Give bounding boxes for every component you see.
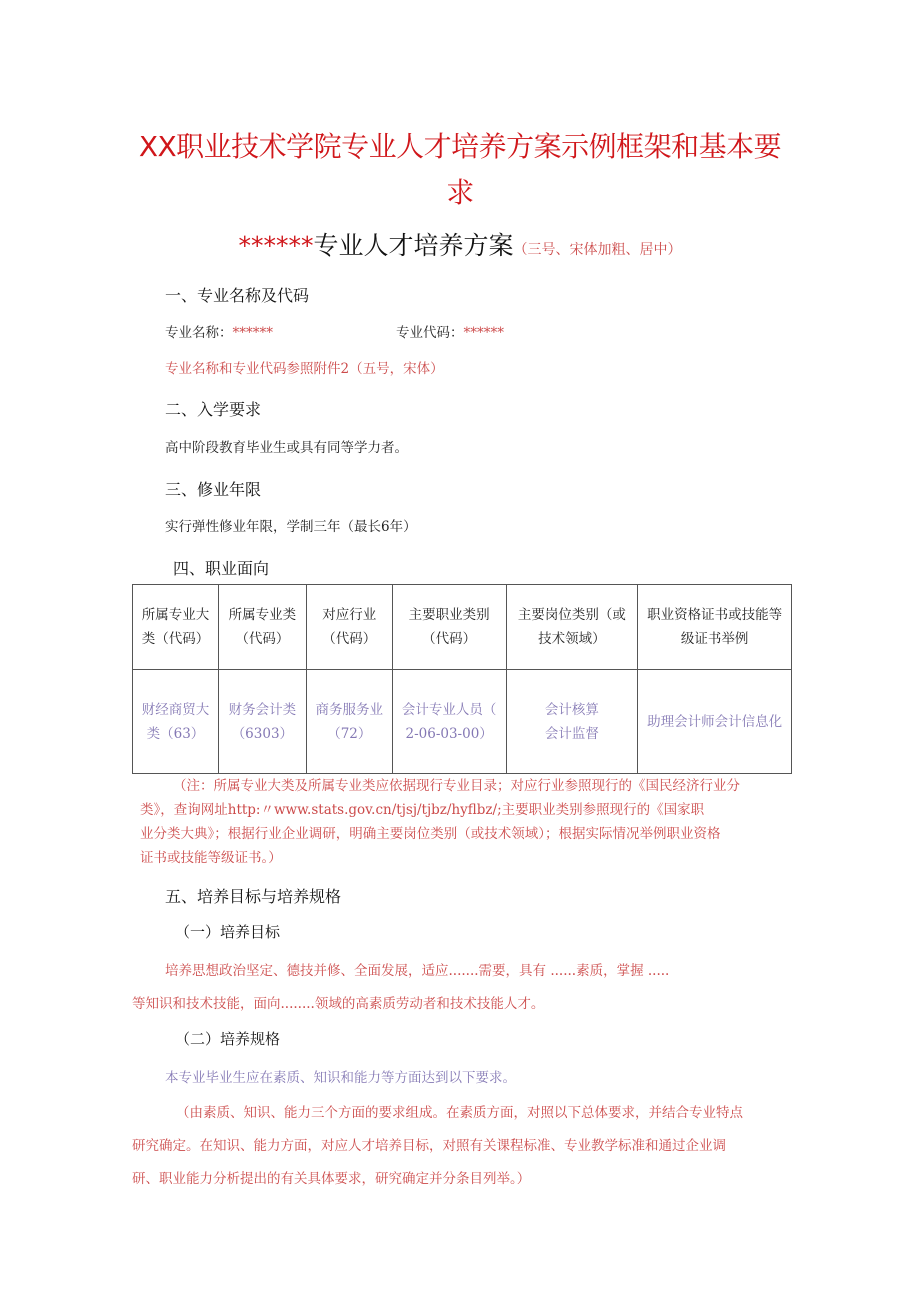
major-code-value: ****** bbox=[463, 325, 504, 341]
major-code-label: 专业代码： bbox=[396, 325, 464, 341]
cell-major-category: 财经商贸大 类（63） bbox=[133, 670, 219, 774]
subtitle-main: 专业人才培养方案 bbox=[313, 231, 514, 260]
major-name-row bbox=[165, 321, 273, 341]
document-title-line-2: 求 bbox=[446, 176, 474, 209]
section-3-heading: 三、修业年限 bbox=[165, 480, 262, 499]
header-cell-position: 主要岗位类别（或 技术领域） bbox=[506, 585, 638, 670]
section-1-heading: 一、专业名称及代码 bbox=[165, 286, 310, 305]
section-5-heading: 五、培养目标与培养规格 bbox=[165, 887, 342, 906]
cell-industry: 商务服务业 （72） bbox=[306, 670, 392, 774]
major-name-label: 专业名称： bbox=[165, 325, 233, 341]
header-cell-occupation: 主要职业类别 （代码） bbox=[392, 585, 506, 670]
training-goal-heading: （一）培养目标 bbox=[175, 923, 281, 941]
major-code-note: 专业名称和专业代码参照附件2（五号，宋体） bbox=[165, 361, 444, 377]
training-spec-note: （由素质、知识、能力三个方面的要求组成。在素质方面，对照以下总体要求，并结合专业特点 研究确定。在知识、能力方面，对应人才培养目标，对照有关课程标准、专业教学标准和通过企业调 研、职业能力分析提出的有关具体要求，研究确定并分条目列举。） bbox=[132, 1105, 743, 1187]
cell-position: 会计核算 会计监督 bbox=[506, 670, 638, 774]
subtitle-stars: ****** bbox=[238, 231, 314, 260]
training-spec-intro: 本专业毕业生应在素质、知识和能力等方面达到以下要求。 bbox=[165, 1070, 516, 1086]
section-4-heading: 四、职业面向 bbox=[173, 559, 270, 578]
cell-major-class: 财务会计类 （6303） bbox=[218, 670, 306, 774]
header-cell-major-class: 所属专业类 （代码） bbox=[218, 585, 306, 670]
subtitle-format-note: （三号、宋体加粗、居中） bbox=[513, 242, 682, 258]
document-title-line-1: XX职业技术学院专业人才培养方案示例框架和基本要 bbox=[138, 130, 782, 163]
table-header-row bbox=[133, 585, 792, 670]
career-orientation-table bbox=[132, 584, 792, 774]
cell-occupation: 会计专业人员（ 2-06-03-00） bbox=[392, 670, 506, 774]
admission-text: 高中阶段教育毕业生或具有同等学力者。 bbox=[165, 440, 408, 456]
section-2-heading: 二、入学要求 bbox=[165, 400, 262, 419]
header-cell-industry: 对应行业 （代码） bbox=[306, 585, 392, 670]
document-title bbox=[0, 124, 920, 216]
header-cell-certificate: 职业资格证书或技能等 级证书举例 bbox=[638, 585, 792, 670]
major-name-value: ****** bbox=[232, 325, 273, 341]
header-cell-major-category: 所属专业大 类（代码） bbox=[133, 585, 219, 670]
training-goal-text: 培养思想政治坚定、德技并修、全面发展，适应.......需要，具有 ......素质，掌握 ..... 等知识和技术技能，面向........领域的高素质劳动者和技术技能人才。 bbox=[132, 963, 670, 1012]
duration-text: 实行弹性修业年限，学制三年（最长6年） bbox=[165, 519, 417, 535]
table-row bbox=[133, 670, 792, 774]
major-code-row bbox=[396, 321, 504, 341]
plan-subtitle bbox=[0, 226, 920, 262]
training-spec-heading: （二）培养规格 bbox=[175, 1030, 281, 1048]
cell-certificate: 助理会计师会计信息化 bbox=[638, 670, 792, 774]
table-footnote: （注：所属专业大类及所属专业类应依据现行专业目录；对应行业参照现行的《国民经济行业分 类》，查询网址http:〃www.stats.gov.cn/tjsj/tjbz/hyflbz/;主要职业类别参照现行的《国家职 业分类大典》；根据行业企业调研，明确主要岗位类别（或技术领域）；根据实际情况举例职业资格 证书或技能等级证书。） bbox=[140, 778, 740, 866]
